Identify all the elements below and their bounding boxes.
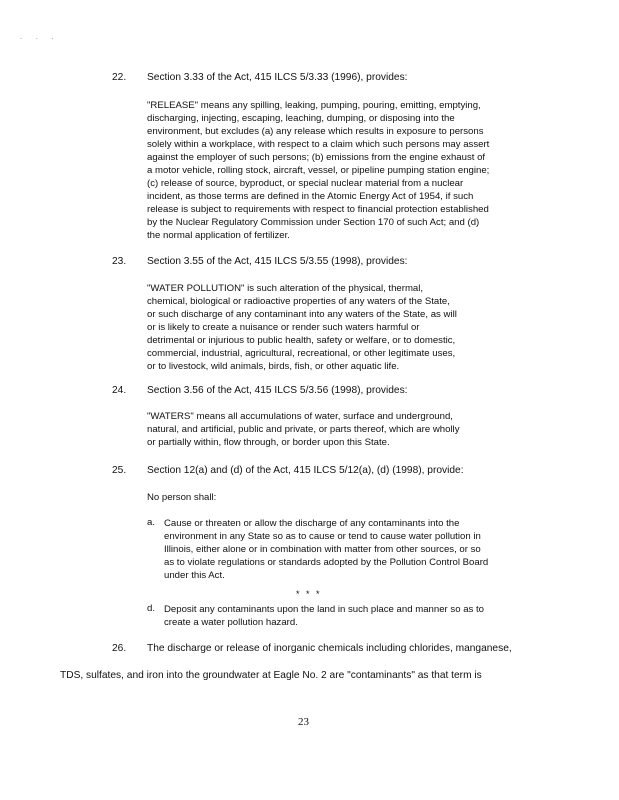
scan-specks: . . . <box>20 34 60 41</box>
para-26-line-1: The discharge or release of inorganic chemicals including chlorides, manganese, <box>147 643 512 654</box>
para-22-quote <box>147 99 547 242</box>
para-23-heading: Section 3.55 of the Act, 415 ILCS 5/3.55 (1998), provides: <box>147 256 408 267</box>
para-25-number: 25. <box>112 465 127 476</box>
subitem-line: under this Act. <box>164 570 225 581</box>
quote-line: (c) release of source, byproduct, or special nuclear material from a nuclear <box>147 178 464 189</box>
page-number: 23 <box>298 716 309 728</box>
para-24-heading: Section 3.56 of the Act, 415 ILCS 5/3.56 (1998), provides: <box>147 385 408 396</box>
subitem-d-text <box>164 603 544 629</box>
quote-line: a motor vehicle, rolling stock, aircraft, vessel, or pipeline pumping station engine; <box>147 165 490 176</box>
quote-line: environment, but excludes (a) any release which results in exposure to persons <box>147 126 484 137</box>
subitem-a-label: a. <box>147 517 156 528</box>
subitem-line: Deposit any contaminants upon the land in such place and manner so as to <box>164 604 484 615</box>
subitem-line: as to violate regulations or standards adopted by the Pollution Control Board <box>164 557 489 568</box>
quote-line: the normal application of fertilizer. <box>147 230 290 241</box>
subitem-line: create a water pollution hazard. <box>164 617 298 628</box>
quote-line: commercial, industrial, agricultural, recreational, or other legitimate uses, <box>147 348 456 359</box>
para-22-number: 22. <box>112 72 127 83</box>
para-24-quote <box>147 410 547 449</box>
para-24-number: 24. <box>112 385 127 396</box>
para-23-quote <box>147 282 547 373</box>
para-25-intro: No person shall: <box>147 492 217 503</box>
subitem-line: Illinois, either alone or in combination with matter from other sources, or so <box>164 544 481 555</box>
quote-line: discharging, injecting, escaping, leaching, dumping, or disposing into the <box>147 113 455 124</box>
quote-line: natural, and artificial, public and private, or parts thereof, which are wholly <box>147 424 460 435</box>
quote-line: or partially within, flow through, or border upon this State. <box>147 437 390 448</box>
quote-line: "RELEASE" means any spilling, leaking, pumping, pouring, emitting, emptying, <box>147 100 481 111</box>
quote-line: chemical, biological or radioactive properties of any waters of the State, <box>147 296 450 307</box>
para-22-heading: Section 3.33 of the Act, 415 ILCS 5/3.33 (1996), provides: <box>147 72 408 83</box>
quote-line: or to livestock, wild animals, birds, fish, or other aquatic life. <box>147 361 400 372</box>
subitem-line: Cause or threaten or allow the discharge of any contaminants into the <box>164 518 460 529</box>
para-26-number: 26. <box>112 643 127 654</box>
quote-line: or such discharge of any contaminant into any waters of the State, as will <box>147 309 457 320</box>
ellipsis-stars: * * * <box>296 589 322 599</box>
quote-line: by the Nuclear Regulatory Commission under Section 170 of such Act; and (d) <box>147 217 480 228</box>
subitem-line: environment in any State so as to cause or tend to cause water pollution in <box>164 531 481 542</box>
para-23-number: 23. <box>112 256 127 267</box>
para-26-line-2: TDS, sulfates, and iron into the groundwater at Eagle No. 2 are "contaminants" as that term is <box>60 670 482 681</box>
para-25-heading: Section 12(a) and (d) of the Act, 415 ILCS 5/12(a), (d) (1998), provide: <box>147 465 464 476</box>
quote-line: against the employer of such persons; (b) emissions from the engine exhaust of <box>147 152 486 163</box>
quote-line: "WATER POLLUTION" is such alteration of the physical, thermal, <box>147 283 424 294</box>
quote-line: solely within a workplace, with respect to a claim which such persons may assert <box>147 139 490 150</box>
subitem-a-text <box>164 517 544 582</box>
quote-line: or is likely to create a nuisance or render such waters harmful or <box>147 322 420 333</box>
quote-line: release is subject to requirements with respect to financial protection established <box>147 204 489 215</box>
quote-line: "WATERS" means all accumulations of water, surface and underground, <box>147 411 453 422</box>
quote-line: detrimental or injurious to public health, safety or welfare, or to domestic, <box>147 335 456 346</box>
subitem-d-label: d. <box>147 603 156 614</box>
quote-line: incident, as those terms are defined in the Atomic Energy Act of 1954, if such <box>147 191 474 202</box>
